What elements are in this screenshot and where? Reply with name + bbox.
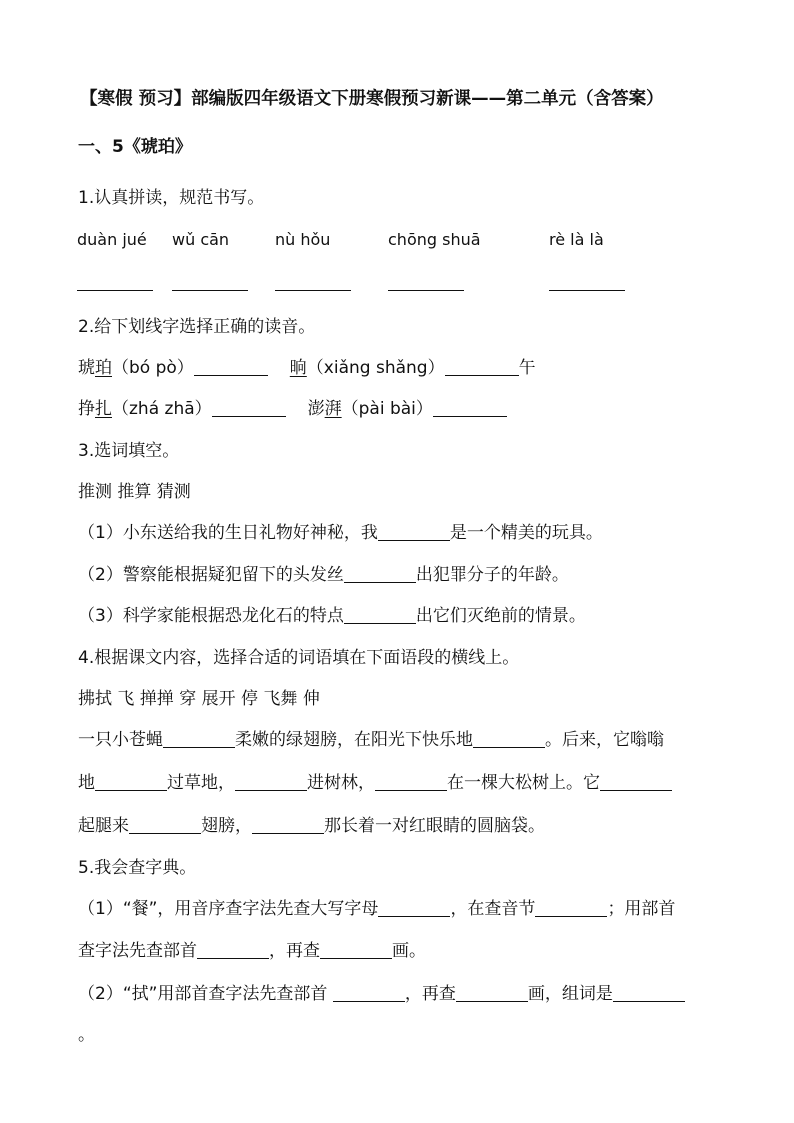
answer-blank[interactable] [378,898,450,917]
q5-line-2 [78,940,426,962]
document-title: 【寒假 预习】部编版四年级语文下册寒假预习新课——第二单元（含答案） [80,89,664,109]
q2-row-1 [78,357,536,379]
char: 琥 [78,358,95,378]
answer-blank[interactable] [252,815,324,834]
answer-blank[interactable] [388,290,464,291]
text: 。后来，它嗡嗡 [545,730,664,750]
text: 地 [78,773,95,793]
answer-blank[interactable] [375,772,447,791]
answer-blank[interactable] [333,983,405,1002]
answer-blank[interactable] [163,729,235,748]
answer-blank[interactable] [378,522,450,541]
pinyin-options: （bó pò） [112,358,194,378]
answer-blank[interactable] [129,815,201,834]
underlined-char: 湃 [324,399,342,419]
text: （2）“拭”用部首查字法先查部首 [78,984,333,1004]
text: 进树林， [307,773,375,793]
text: 那长着一对红眼睛的圆脑袋。 [324,816,545,836]
text: 是一个精美的玩具。 [449,523,603,543]
text: 画，组词是 [527,984,613,1004]
pinyin-2: wǔ cān [172,230,230,249]
answer-blank[interactable] [433,398,507,417]
text: 一只小苍蝇 [78,730,163,750]
char: 午 [518,358,536,378]
q4-line-2 [78,772,672,794]
text: ，在查音节 [450,899,536,919]
answer-blank[interactable] [535,898,607,917]
pinyin-options: （zhá zhā） [112,399,212,419]
text: 出犯罪分子的年龄。 [415,565,569,585]
q1-prompt: 1.认真拼读，规范书写。 [78,188,265,208]
text: （1）小东送给我的生日礼物好神秘，我 [78,523,378,543]
pinyin-3: nù hǒu [275,230,331,249]
word-bank: 拂拭 飞 掸掸 穿 展开 停 飞舞 伸 [78,689,320,709]
q2-prompt: 2.给下划线字选择正确的读音。 [78,317,316,337]
answer-blank[interactable] [549,290,625,291]
text: 翅膀， [201,816,252,836]
q4-prompt: 4.根据课文内容，选择合适的词语填在下面语段的横线上。 [78,648,520,668]
text: 柔嫩的绿翅膀，在阳光下快乐地 [235,730,473,750]
answer-blank[interactable] [456,983,528,1002]
text: ；用部首 [607,899,676,919]
text: ，再查 [404,984,456,1004]
answer-blank[interactable] [194,357,268,376]
answer-blank[interactable] [95,772,167,791]
pinyin-1: duàn jué [77,230,147,249]
pinyin-options: （pài bài） [341,399,433,419]
pinyin-5: rè là là [549,230,604,249]
q3-sentence-2 [78,564,569,586]
answer-blank[interactable] [212,398,286,417]
q5-line-3 [78,983,685,1005]
underlined-char: 珀 [95,358,112,378]
trailing-period: 。 [78,1025,95,1045]
char: 挣 [78,399,95,419]
char: 澎 [307,399,325,419]
text: 过草地， [167,773,235,793]
q2-row-2 [78,398,507,420]
answer-blank[interactable] [197,940,269,959]
pinyin-4: chōng shuā [388,230,481,249]
underlined-char: 扎 [95,399,112,419]
text: 起腿来 [78,816,129,836]
q3-prompt: 3.选词填空。 [78,441,180,461]
q5-prompt: 5.我会查字典。 [78,858,197,878]
pinyin-options: （xiǎng shǎng） [306,358,445,378]
q3-sentence-1 [78,522,603,544]
underlined-char: 晌 [289,358,307,378]
answer-blank[interactable] [275,290,351,291]
q4-line-1 [78,729,664,751]
text: ，再查 [269,941,320,961]
text: （2）警察能根据疑犯留下的头发丝 [78,565,344,585]
text: 出它们灭绝前的情景。 [415,606,586,626]
text: 画。 [392,941,426,961]
q4-line-3 [78,815,545,837]
answer-blank[interactable] [473,729,545,748]
answer-blank[interactable] [344,564,416,583]
answer-blank[interactable] [172,290,248,291]
answer-blank[interactable] [600,772,672,791]
answer-blank[interactable] [613,983,685,1002]
answer-blank[interactable] [445,357,519,376]
text: 在一棵大松树上。它 [447,773,600,793]
section-heading: 一、5《琥珀》 [78,137,192,157]
answer-blank[interactable] [320,940,392,959]
answer-blank[interactable] [344,605,416,624]
word-bank: 推测 推算 猜测 [78,482,191,502]
text: （3）科学家能根据恐龙化石的特点 [78,606,344,626]
text: （1）“餐”，用音序查字法先查大写字母 [78,899,379,919]
answer-blank[interactable] [235,772,307,791]
q5-line-1 [78,898,675,920]
answer-blank[interactable] [77,290,153,291]
text: 查字法先查部首 [78,941,197,961]
q3-sentence-3 [78,605,586,627]
